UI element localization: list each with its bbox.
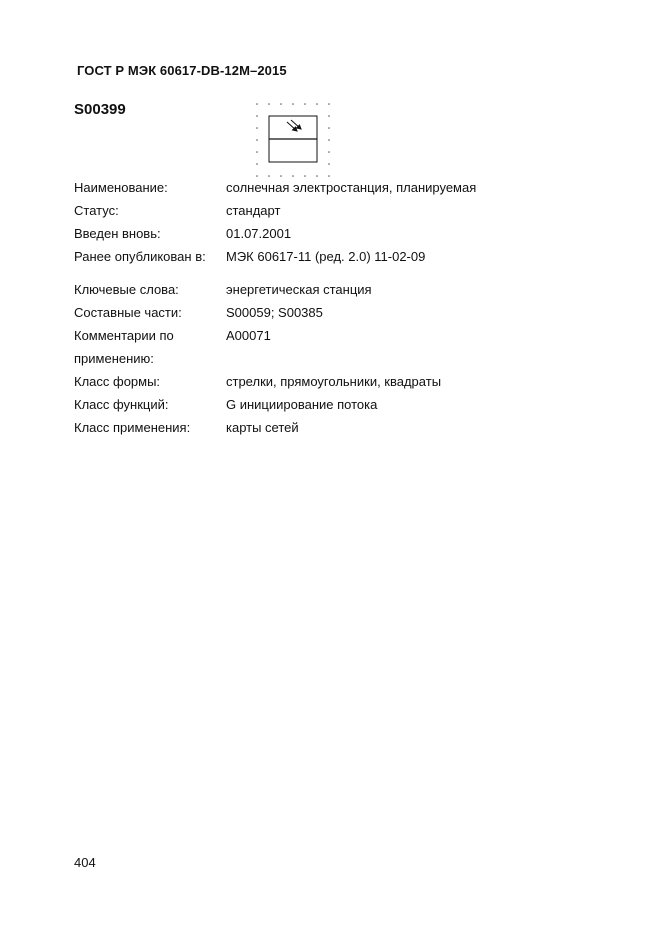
document-standard-header: ГОСТ Р МЭК 60617-DB-12M–2015 (77, 63, 287, 78)
field-label: Ранее опубликован в: (74, 249, 206, 264)
symbol-code: S00399 (74, 101, 126, 118)
symbol-graphic (253, 100, 333, 183)
page-number: 404 (74, 855, 96, 870)
field-value: МЭК 60617-11 (ред. 2.0) 11-02-09 (226, 249, 426, 264)
field-label: Введен вновь: (74, 226, 161, 241)
field-label: Ключевые слова: (74, 282, 179, 297)
field-label: применению: (74, 351, 154, 366)
field-value: энергетическая станция (226, 282, 372, 297)
field-value: 01.07.2001 (226, 226, 292, 241)
field-label: Класс функций: (74, 397, 169, 412)
field-value: S00059; S00385 (226, 305, 323, 320)
field-label: Статус: (74, 203, 119, 218)
field-label: Класс применения: (74, 420, 191, 435)
grid-dots (256, 103, 330, 177)
field-value: солнечная электростанция, планируемая (226, 180, 477, 195)
field-value: G инициирование потока (226, 397, 378, 412)
field-value: стандарт (226, 203, 281, 218)
field-label: Комментарии по (74, 328, 174, 343)
field-value: A00071 (226, 328, 271, 343)
field-label: Наименование: (74, 180, 168, 195)
field-value: карты сетей (226, 420, 299, 435)
field-value: стрелки, прямоугольники, квадраты (226, 374, 442, 389)
field-label: Составные части: (74, 305, 182, 320)
field-label: Класс формы: (74, 374, 161, 389)
